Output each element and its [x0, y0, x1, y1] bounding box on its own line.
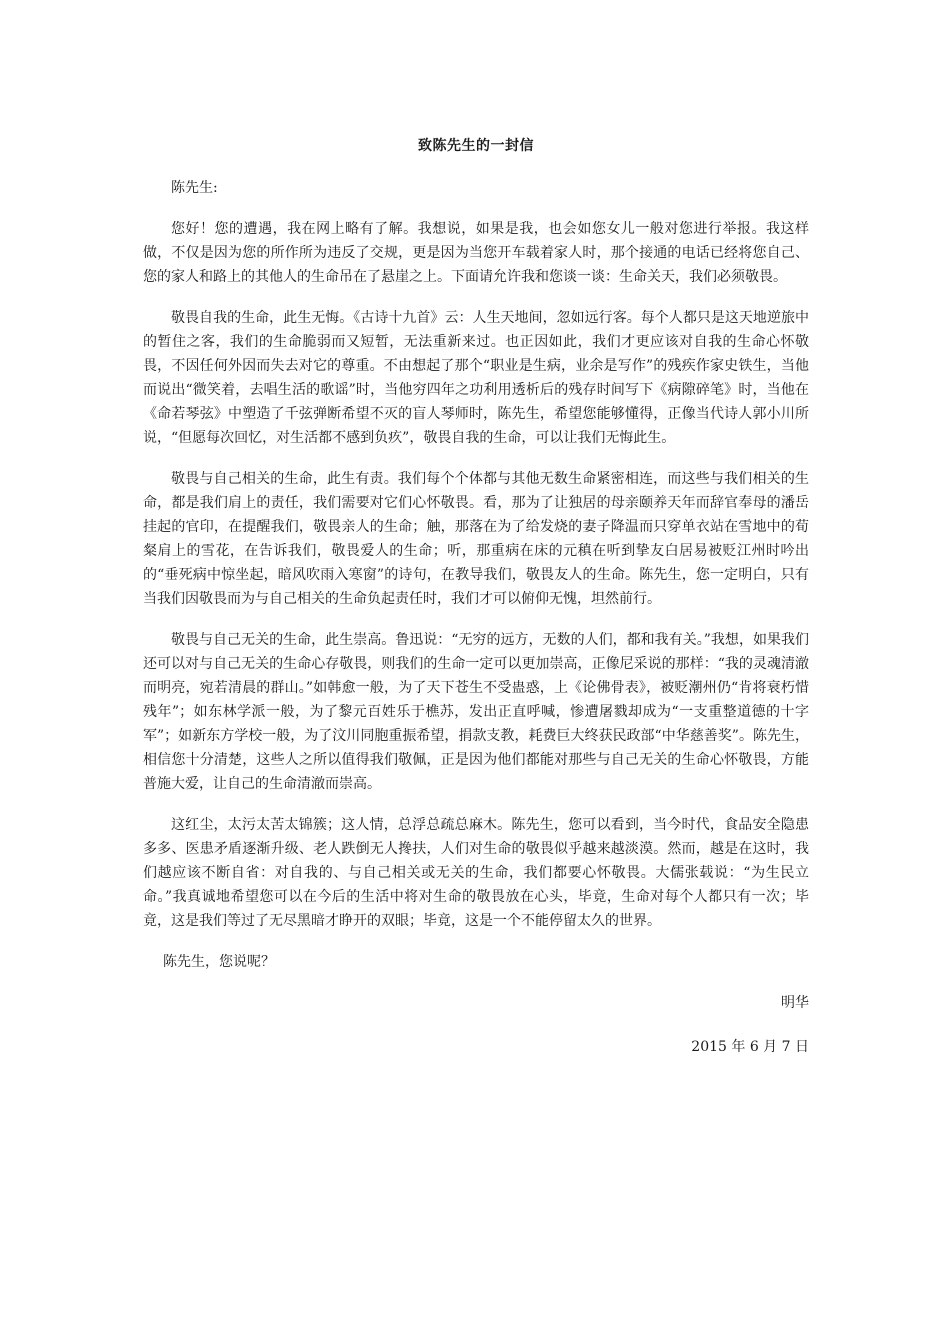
letter-paragraph-3: 敬畏与自己相关的生命，此生有责。我们每个个体都与其他无数生命紧密相连，而这些与我们相关的生命，都是我们肩上的责任，我们需要对它们心怀敬畏。看，那为了让独居的母亲颐养天年而辞官奉母的潘岳挂起的官印，在提醒我们，敬畏亲人的生命；触，那落在为了给发烧的妻子降温而只穿单衣站在雪地中的荀粲肩上的雪花，在告诉我们，敬畏爱人的生命；听，那重病在床的元稹在听到挚友白居易被贬江州时吟出的“垂死病中惊坐起，暗风吹雨入寒窗”的诗句，在教导我们，敬畏友人的生命。陈先生，您一定明白，只有当我们因敬畏而为与自己相关的生命负起责任时，我们才可以俯仰无愧，坦然前行。: [143, 471, 809, 607]
letter-page: [143, 136, 809, 1059]
letter-paragraph-5: 这红尘，太污太苦太锦簇；这人情，总浮总疏总麻木。陈先生，您可以看到，当今时代，食品安全隐患多多、医患矛盾逐渐升级、老人跌倒无人搀扶，人们对生命的敬畏似乎越来越淡漠。然而，越是在这时，我们越应该不断自省：对自我的、与自己相关或无关的生命，我们都要心怀敬畏。大儒张载说：“为生民立命。”我真诚地希望您可以在今后的生活中将对生命的敬畏放在心头，毕竟，生命对每个人都只有一次；毕竟，这是我们等过了无尽黑暗才睁开的双眼；毕竟，这是一个不能停留太久的世界。: [143, 817, 809, 929]
letter-paragraph-4: 敬畏与自己无关的生命，此生崇高。鲁迅说：“无穷的远方，无数的人们，都和我有关。”我想，如果我们还可以对与自己无关的生命心存敬畏，则我们的生命一定可以更加崇高，正像尼采说的那样：“我的灵魂清澈而明亮，宛若清晨的群山。”如韩愈一般，为了天下苍生不受蛊惑，上《论佛骨表》，被贬潮州仍“肯将衰朽惜残年”；如东林学派一般，为了黎元百姓乐于樵苏，发出正直呼喊，惨遭屠戮却成为“一支重整道德的十字军”；如新东方学校一般，为了汶川同胞重振希望，捐款支教，耗费巨大终获民政部“中华慈善奖”。陈先生，相信您十分清楚，这些人之所以值得我们敬佩，正是因为他们都能对那些与自己无关的生命心怀敬畏，方能普施大爱，让自己的生命清澈而崇高。: [143, 632, 809, 792]
letter-date: 2015 年 6 月 7 日: [691, 1039, 809, 1055]
letter-signature: 明华: [781, 995, 809, 1011]
letter-paragraph-1: 您好！您的遭遇，我在网上略有了解。我想说，如果是我，也会如您女儿一般对您进行举报。我这样做，不仅是因为您的所作所为违反了交规，更是因为当您开车载着家人时，那个接通的电话已经将您自己、您的家人和路上的其他人的生命吊在了悬崖之上。下面请允许我和您谈一谈：生命关天，我们必须敬畏。: [143, 221, 809, 285]
letter-title: 致陈先生的一封信: [418, 138, 534, 154]
letter-salutation: 陈先生:: [171, 180, 218, 196]
letter-paragraph-2: 敬畏自我的生命，此生无悔。《古诗十九首》云：人生天地间，忽如远行客。每个人都只是这天地逆旅中的暂住之客，我们的生命脆弱而又短暂，无法重新来过。也正因如此，我们才更应该对自我的生命心怀敬畏，不因任何外因而失去对它的尊重。不由想起了那个“职业是生病，业余是写作”的残疾作家史铁生，当他而说出“微笑着，去唱生活的歌谣”时，当他穷四年之功利用透析后的残存时间写下《病隙碎笔》时，当他在《命若琴弦》中塑造了千弦弹断希望不灭的盲人琴师时，陈先生，希望您能够懂得，正像当代诗人郭小川所说，“但愿每次回忆，对生活都不感到负疚”，敬畏自我的生命，可以让我们无悔此生。: [143, 310, 809, 446]
letter-closing: 陈先生，您说呢？: [163, 954, 275, 970]
